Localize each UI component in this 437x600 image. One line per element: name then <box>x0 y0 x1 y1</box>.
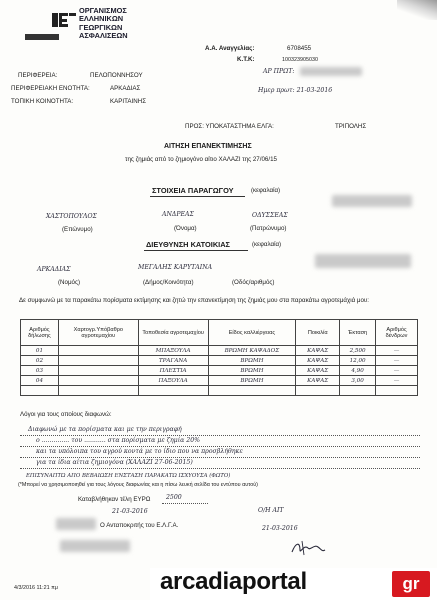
reasons-label: Λόγοι για τους οποίους διαφωνώ: <box>20 411 112 418</box>
table-row <box>21 356 418 366</box>
community-value: ΚΑΡΙΤΑΙΝΗΣ <box>110 98 147 105</box>
agent-signature-label: Ο Ανταποκριτής του Ε.Λ.Γ.Α. <box>100 522 179 529</box>
reason-text: και τα υπόλοιπα του αγρού κοντά με το ίδιο που να προσβλήθηκε <box>36 448 243 455</box>
table-cell: — <box>376 376 418 386</box>
redacted-agent-signature <box>60 540 130 552</box>
document-title: ΑΙΤΗΣΗ ΕΠΑΝΕΚΤΙΜΗΣΗΣ <box>164 143 252 150</box>
table-cell: ΒΡΩΜΗ <box>208 376 296 386</box>
column-header: Αριθμός δήλωσης <box>21 320 59 346</box>
column-header: Ποικιλία <box>296 320 340 346</box>
address-heading-note: (κεφαλαία) <box>252 241 282 248</box>
regional-unit-label: ΠΕΡΙΦΕΡΕΙΑΚΗ ΕΝΟΤΗΤΑ: <box>11 85 90 92</box>
reason-attachment-note: ΕΠΙΣΥΝΑΠΤΩ ΑΠΟ ΒΕΒΑΙΩΣΗ ΕΝΣΤΑΣΗ ΠΑΡΑΚΑΤΩ ΙΣΧΥΟΥΣΑ (ΦΩΤΟ) <box>26 473 231 479</box>
table-cell: ΠΑΞΟΥΛΑ <box>138 376 208 386</box>
fee-amount: 2500 <box>166 494 182 501</box>
address-heading-underline <box>144 250 248 251</box>
column-header: Τοποθεσία αγροτεμαχίου <box>138 320 208 346</box>
org-line-2: ΕΛΛΗΝΙΚΩΝ <box>79 14 124 24</box>
elga-logo-icon <box>52 10 76 32</box>
producer-heading: ΣΤΟΙΧΕΙΑ ΠΑΡΑΓΩΓΟΥ <box>152 186 234 195</box>
first-name-caption: (Όνομα) <box>174 225 197 232</box>
table-cell: ΜΠΑΞΟΥΛΑ <box>138 346 208 356</box>
table-header-row <box>21 320 418 346</box>
table-cell: 04 <box>21 376 59 386</box>
column-header: Χαρτογρ.Υπόβαθρο αγροτεμαχίου <box>58 320 138 346</box>
protocol-number-handwritten: ΑΡ ΠΡΩΤ: <box>263 68 295 75</box>
father-name-caption: (Πατρώνυμο) <box>250 225 287 232</box>
disagreement-intro: Δε συμφωνώ με τα παρακάτω πορίσματα εκτίμησης και ζητώ την επανεκτίμηση της ζημιάς μου στα παρακάτω αγροτεμάχιά μου: <box>19 297 370 304</box>
table-cell: ΚΑΨΑΣ <box>296 356 340 366</box>
table-cell: ΚΑΨΑΣ <box>296 376 340 386</box>
org-line-3: ΓΕΩΡΓΙΚΩΝ <box>79 22 123 32</box>
fee-amount-line <box>162 503 208 504</box>
protocol-date-handwritten: Ημερ πρωτ: 21-03-2016 <box>258 87 333 94</box>
table-cell: 12,00 <box>340 356 376 366</box>
table-row <box>21 386 418 396</box>
region-label: ΠΕΡΙΦΕΡΕΙΑ: <box>18 72 58 79</box>
table-cell <box>58 376 138 386</box>
table-cell: ΒΡΩΜΗ <box>208 366 296 376</box>
org-name <box>79 7 128 41</box>
table-cell: ΚΑΨΑΣ <box>296 346 340 356</box>
table-cell: 3,00 <box>340 376 376 386</box>
applicant-signature-icon <box>288 538 328 558</box>
table-cell <box>58 366 138 376</box>
table-cell <box>21 386 59 396</box>
redacted-protocol <box>300 67 362 76</box>
surname-caption: (Επώνυμο) <box>62 226 93 233</box>
ktk-number: 100323905030 <box>282 57 318 63</box>
table-cell <box>58 356 138 366</box>
table-cell <box>340 386 376 396</box>
reason-line <box>20 447 420 458</box>
org-line-4: ΑΣΦΑΛΙΣΕΩΝ <box>79 31 128 41</box>
table-cell <box>208 386 296 396</box>
column-header: Είδος καλλιέργειας <box>208 320 296 346</box>
column-header: Αριθμός δένδρων <box>376 320 418 346</box>
redacted-producer-id <box>332 195 412 207</box>
producer-heading-note: (κεφαλαία) <box>251 187 281 194</box>
reason-line <box>20 458 420 469</box>
table-cell <box>58 346 138 356</box>
ktk-label: Κ.Τ.Κ: <box>237 56 255 63</box>
reason-text: Διαφωνώ με τα πορίσματα και με την περιγραφή <box>28 426 182 433</box>
table-cell: — <box>376 366 418 376</box>
table-row <box>21 366 418 376</box>
document-subtitle: της ζημιάς από το ζημιογόνο αίτιο ΧΑΛΑΖΙ της 27/06/15 <box>125 156 277 163</box>
application-number-label: Α.Α. Αναγγελίας: <box>205 45 255 52</box>
column-header: Έκταση <box>340 320 376 346</box>
applicant-signature-label: Ο/Η ΑΙΤ <box>258 507 284 514</box>
table-cell <box>58 386 138 396</box>
producer-first-name: ΑΝΔΡΕΑΣ <box>162 211 194 218</box>
table-row <box>21 376 418 386</box>
parcels-table <box>20 319 418 396</box>
table-cell: ΒΡΩΜΗ ΚΑΨΑΔΟΣ <box>208 346 296 356</box>
table-cell: 4,90 <box>340 366 376 376</box>
producer-heading-underline <box>150 196 245 197</box>
street-caption: (Οδός/αριθμός) <box>232 279 275 286</box>
watermark-domain-badge: gr <box>392 571 430 597</box>
regional-unit-value: ΑΡΚΑΔΙΑΣ <box>110 85 141 92</box>
table-cell: ΚΑΨΑΣ <box>296 366 340 376</box>
table-cell: 01 <box>21 346 59 356</box>
recipient-label: ΠΡΟΣ: ΥΠΟΚΑΤΑΣΤΗΜΑ ΕΛΓΑ: <box>185 123 274 130</box>
community-label: ΤΟΠΙΚΗ ΚΟΙΝΟΤΗΤΑ: <box>11 98 74 105</box>
fee-label: Καταβλήθηκαν τέλη ΕΥΡΩ <box>78 496 151 503</box>
table-cell: ΠΛΕΣΤΙΑ <box>138 366 208 376</box>
applicant-signature-date: 21-03-2016 <box>262 525 298 532</box>
reason-line <box>20 436 420 447</box>
producer-father-name: ΟΔΥΣΣΕΑΣ <box>252 212 288 219</box>
table-cell <box>296 386 340 396</box>
table-cell: — <box>376 356 418 366</box>
print-timestamp: 4/3/2016 11:21 πμ <box>14 585 58 591</box>
table-row <box>21 346 418 356</box>
watermark-brand: arcadiaportal <box>160 568 307 595</box>
redacted-street <box>315 254 411 268</box>
table-cell: ΒΡΩΜΗ <box>208 356 296 366</box>
address-heading: ΔΙΕΥΘΥΝΣΗ ΚΑΤΟΙΚΙΑΣ <box>146 240 230 249</box>
table-cell: 2,500 <box>340 346 376 356</box>
reason-text: για τα ίδια αίτια ζημιογόνα (ΧΑΛΑΖΙ 27-06-2015) <box>36 459 193 466</box>
table-cell: ΤΡΑΓΑΝΑ <box>138 356 208 366</box>
table-cell: 03 <box>21 366 59 376</box>
application-number: 6708455 <box>287 45 312 52</box>
table-cell <box>376 386 418 396</box>
reason-text: ο .............. του ........... στα πορίσματα με ζημία 20% <box>36 437 201 444</box>
header-rule <box>25 34 59 40</box>
table-cell: — <box>376 346 418 356</box>
fee-date: 21-03-2016 <box>112 508 148 515</box>
producer-surname: ΧΑΣΤΟΠΟΥΛΟΣ <box>46 213 97 220</box>
page-fold-shadow <box>397 0 437 20</box>
table-cell: 02 <box>21 356 59 366</box>
redacted-agent-name <box>56 518 96 530</box>
org-line-1: ΟΡΓΑΝΙΣΜΟΣ <box>79 6 127 15</box>
prefecture-handwritten: ΑΡΚΑΔΙΑΣ <box>37 266 71 273</box>
table-cell <box>138 386 208 396</box>
municipality-handwritten: ΜΕΓΑΛΗΣ ΚΑΡΥΤΑΙΝΑ <box>138 264 213 271</box>
prefecture-caption: (Νομός) <box>58 279 81 286</box>
reason-line <box>20 425 420 436</box>
reasons-footnote: (*Μπορεί να χρησιμοποιηθεί για τους λόγους διαφωνίας και η πίσω λευκή σελίδα του εντύπου αυτού) <box>18 482 258 488</box>
region-value: ΠΕΛΟΠΟΝΝΗΣΟΥ <box>90 72 143 79</box>
recipient-branch: ΤΡΙΠΟΛΗΣ <box>335 123 367 130</box>
municipality-caption: (Δήμος/Κοινότητα) <box>143 279 194 286</box>
